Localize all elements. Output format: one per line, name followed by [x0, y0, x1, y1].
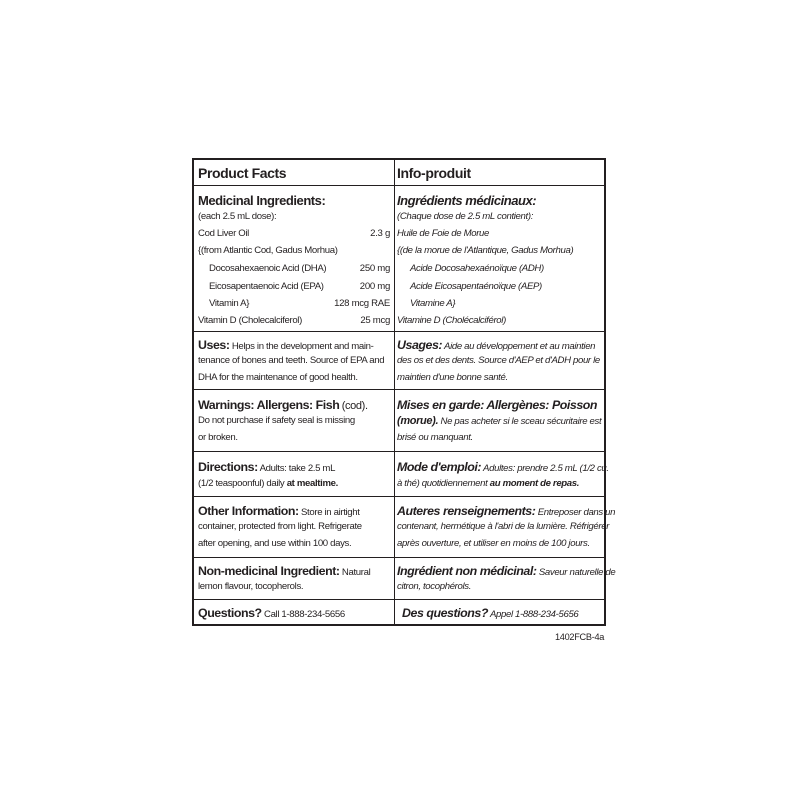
- vitamin-a-amount: 128 mcg RAE: [334, 298, 390, 309]
- uses-line2-en: tenance of bones and teeth. Source of EPA and: [198, 355, 385, 366]
- product-code: 1402FCB-4a: [555, 632, 605, 642]
- warnings-line1-fr: Ne pas acheter si le sceau sécuritaire est: [440, 416, 602, 427]
- product-facts-heading: Product Facts: [198, 165, 287, 181]
- directions-line1-en: Adults: take 2.5 mL: [259, 463, 336, 474]
- cod-liver-oil-label: Cod Liver Oil: [198, 228, 249, 239]
- non-medicinal-row: [194, 558, 616, 600]
- uses-line3-fr: maintien d'une bonne santé.: [397, 372, 508, 383]
- other-line3-en: after opening, and use within 100 days.: [198, 538, 352, 549]
- nonmed-label-en: Non-medicinal Ingredient:: [198, 564, 340, 578]
- warnings-cod-en: (cod).: [341, 400, 368, 412]
- vitamin-d-label: Vitamin D (Cholecalciferol): [198, 315, 302, 326]
- directions-line2b-en: at mealtime.: [286, 478, 338, 489]
- warnings-morue-fr: (morue).: [397, 415, 439, 427]
- directions-label-en: Directions:: [198, 460, 258, 474]
- source-fr: {(de la morue de l'Atlantique, Gadus Morhua): [397, 245, 574, 256]
- other-label-fr: Auteres renseignements:: [397, 504, 536, 518]
- vitamin-a-label-fr: Vitamine A}: [410, 298, 456, 309]
- warnings-line2-fr: brisé ou manquant.: [397, 432, 473, 443]
- cod-liver-oil-label-fr: Huile de Foie de Morue: [397, 228, 490, 239]
- header-row: [194, 160, 604, 186]
- uses-line1-fr: Aide au développement et au maintien: [444, 341, 596, 352]
- source-en: {(from Atlantic Cod, Gadus Morhua): [198, 245, 338, 256]
- uses-line2-fr: des os et des dents. Source d'AEP et d'ADH pour le: [397, 355, 600, 366]
- other-line1-en: Store in airtight: [301, 507, 360, 518]
- nonmed-line2-fr: citron, tocophérols.: [397, 581, 472, 592]
- other-line2-fr: contenant, hermétique à l'abri de la lumière. Réfrigérer: [397, 521, 610, 532]
- vitamin-d-amount: 25 mcg: [360, 315, 390, 326]
- column-divider: [394, 160, 395, 624]
- medicinal-title-fr: Ingrédients médicinaux:: [397, 193, 537, 208]
- warnings-row: [194, 390, 604, 452]
- dose-fr: (Chaque dose de 2.5 mL contient):: [397, 211, 534, 222]
- cod-liver-oil-amount: 2.3 g: [370, 228, 390, 239]
- directions-line2a-en: (1/2 teaspoonful) daily: [198, 478, 285, 489]
- nonmed-line1-en: Natural: [341, 567, 371, 578]
- vitamin-d-label-fr: Vitamine D (Cholécalciférol): [397, 315, 506, 326]
- directions-label-fr: Mode d'emploi:: [397, 460, 482, 474]
- nonmed-line1-fr: Saveur naturelle de: [538, 567, 616, 578]
- epa-label-fr: Acide Eicosapentaénoïque (AEP): [410, 281, 542, 292]
- other-information-row: [194, 497, 616, 558]
- questions-label-fr: Des questions?: [402, 606, 488, 620]
- other-line2-en: container, protected from light. Refrigerate: [198, 521, 362, 532]
- other-line3-fr: après ouverture, et utiliser en moins de 100 jours.: [397, 538, 590, 549]
- directions-line2a-fr: à thé) quotidiennement: [397, 478, 488, 489]
- directions-line1-fr: Adultes: prendre 2.5 mL (1/2 cu.: [483, 463, 609, 474]
- nonmed-line2-en: lemon flavour, tocopherols.: [198, 581, 304, 592]
- directions-line2b-fr: au moment de repas.: [489, 478, 580, 489]
- dha-label: Docosahexaenoic Acid (DHA): [209, 263, 327, 274]
- info-produit-heading: Info-produit: [397, 165, 471, 181]
- vitamin-a-label: Vitamin A}: [209, 298, 250, 309]
- uses-label-fr: Usages:: [397, 338, 443, 352]
- warnings-label-en: Warnings: Allergens: Fish: [198, 398, 340, 412]
- nonmed-label-fr: Ingrédient non médicinal:: [397, 564, 537, 578]
- warnings-line1-en: Do not purchase if safety seal is missing: [198, 415, 355, 426]
- uses-row: [194, 332, 604, 390]
- medicinal-title-en: Medicinal Ingredients:: [198, 193, 326, 208]
- dose-en: (each 2.5 mL dose):: [198, 211, 277, 222]
- epa-amount: 200 mg: [359, 281, 390, 292]
- questions-phone-en: Call 1-888-234-5656: [263, 609, 345, 620]
- other-label-en: Other Information:: [198, 504, 299, 518]
- questions-label-en: Questions?: [198, 606, 262, 620]
- directions-row: [194, 452, 609, 497]
- dha-label-fr: Acide Docosahexaénoïque (ADH): [410, 263, 544, 274]
- dha-amount: 250 mg: [359, 263, 390, 274]
- medicinal-ingredients-row: [194, 186, 604, 332]
- questions-phone-fr: Appel 1-888-234-5656: [489, 609, 579, 620]
- uses-label-en: Uses:: [198, 338, 230, 352]
- warnings-label-fr: Mises en garde: Allergènes: Poisson: [397, 398, 598, 412]
- uses-line1-en: Helps in the development and main-: [231, 341, 374, 352]
- epa-label: Eicosapentaenoic Acid (EPA): [209, 281, 324, 292]
- warnings-line2-en: or broken.: [198, 432, 238, 443]
- questions-row: [194, 600, 604, 624]
- uses-line3-en: DHA for the maintenance of good health.: [198, 372, 358, 383]
- other-line1-fr: Entreposer dans un: [537, 507, 616, 518]
- product-facts-panel: [192, 158, 616, 626]
